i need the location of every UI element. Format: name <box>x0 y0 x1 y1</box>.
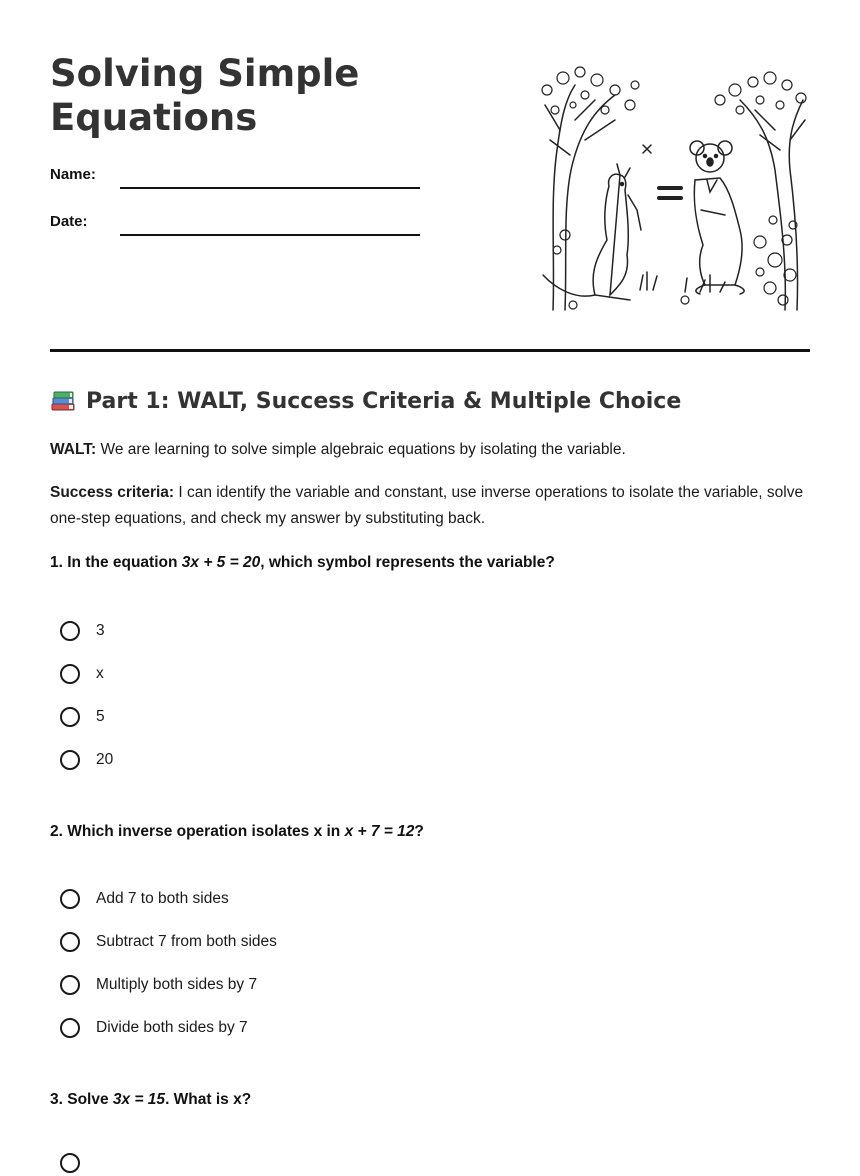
q2-option-3-radio[interactable] <box>60 975 80 995</box>
kangaroo-body <box>593 174 630 300</box>
koala-kangaroo-body <box>694 178 742 285</box>
q1-option-2[interactable] <box>60 661 104 687</box>
question-1 <box>50 554 555 572</box>
q1-option-1-label: 3 <box>96 622 105 639</box>
question-2-suffix: ? <box>414 823 424 840</box>
left-tree-trunk <box>553 85 575 310</box>
q1-option-4-label: 20 <box>96 751 114 768</box>
question-3 <box>50 1091 251 1109</box>
walt-statement <box>50 437 810 463</box>
q1-option-1-radio[interactable] <box>60 621 80 641</box>
q3-option-1-radio[interactable] <box>60 1153 80 1173</box>
q2-option-4-label: Divide both sides by 7 <box>96 1019 248 1036</box>
q2-option-1-radio[interactable] <box>60 889 80 909</box>
q2-option-1[interactable] <box>60 886 229 912</box>
question-2 <box>50 823 424 841</box>
question-1-suffix: , which symbol represents the variable? <box>260 554 555 571</box>
success-criteria <box>50 480 810 532</box>
walt-label: WALT: <box>50 441 97 458</box>
q1-option-1[interactable] <box>60 618 105 644</box>
books-icon <box>50 388 76 414</box>
question-1-equation: 3x + 5 = 20 <box>181 554 261 571</box>
question-3-prefix: 3. Solve <box>50 1091 113 1108</box>
q2-option-3[interactable] <box>60 972 257 998</box>
header-divider <box>50 349 810 352</box>
name-field[interactable] <box>120 187 420 189</box>
question-2-equation: x + 7 = 12 <box>344 823 415 840</box>
question-3-suffix: . What is x? <box>165 1091 252 1108</box>
right-tree-trunk <box>740 100 785 310</box>
date-label: Date: <box>50 213 88 230</box>
question-2-prefix: 2. Which inverse operation isolates x in <box>50 823 345 840</box>
question-1-prefix: 1. In the equation <box>50 554 182 571</box>
q2-option-2-label: Subtract 7 from both sides <box>96 933 277 950</box>
q2-option-2-radio[interactable] <box>60 932 80 952</box>
part1-heading-text: Part 1: WALT, Success Criteria & Multiple Choice <box>86 388 682 414</box>
page-title: Solving Simple Equations <box>50 52 360 139</box>
q1-option-3[interactable] <box>60 704 105 730</box>
name-label: Name: <box>50 166 96 183</box>
q2-option-3-label: Multiply both sides by 7 <box>96 976 258 993</box>
success-criteria-label: Success criteria: <box>50 484 175 501</box>
q2-option-4-radio[interactable] <box>60 1018 80 1038</box>
q2-option-2[interactable] <box>60 929 277 955</box>
success-criteria-text: I can identify the variable and constant, use inverse operations to isolate the variable, solve one-step equations, and check my answer by substituting back. <box>50 484 804 527</box>
kangaroo-tail <box>543 275 595 296</box>
q2-option-1-label: Add 7 to both sides <box>96 890 229 907</box>
q1-option-2-radio[interactable] <box>60 664 80 684</box>
q2-option-4[interactable] <box>60 1015 248 1041</box>
kangaroo-koala-illustration <box>535 60 810 320</box>
part1-heading <box>50 388 681 414</box>
q3-option-1[interactable] <box>60 1150 96 1176</box>
q1-option-3-radio[interactable] <box>60 707 80 727</box>
q1-option-2-label: x <box>96 665 104 682</box>
q1-option-4-radio[interactable] <box>60 750 80 770</box>
date-field[interactable] <box>120 234 420 236</box>
question-3-equation: 3x = 15 <box>112 1091 166 1108</box>
q1-option-3-label: 5 <box>96 708 105 725</box>
q1-option-4[interactable] <box>60 747 113 773</box>
walt-text: We are learning to solve simple algebraic equations by isolating the variable. <box>100 441 626 458</box>
